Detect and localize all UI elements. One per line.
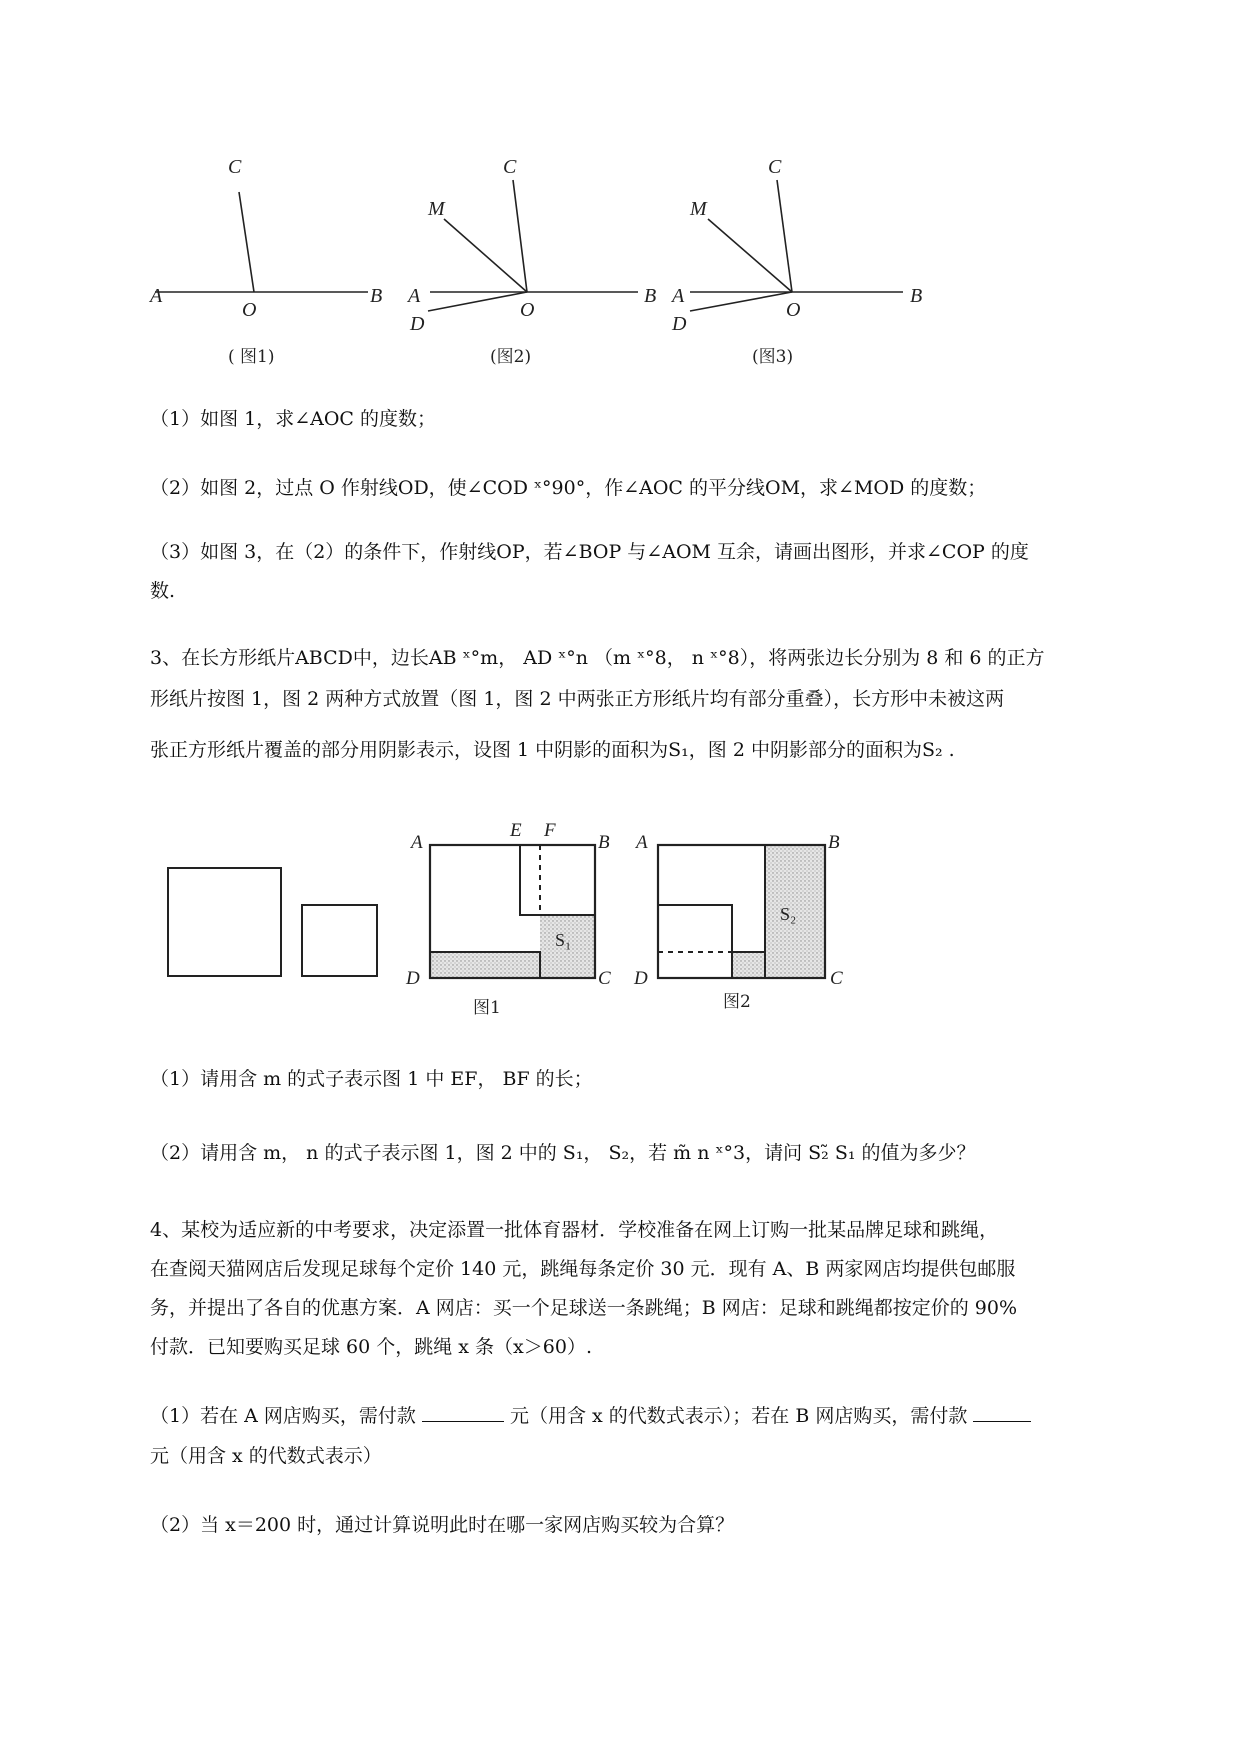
rect2-label-b: B [828, 832, 840, 853]
fig3-label-d: D [672, 313, 687, 335]
square-6 [302, 905, 377, 976]
fig2-label-m: M [428, 198, 445, 220]
rect2-label-a: A [636, 832, 648, 853]
fig2-label-a: A [408, 285, 421, 307]
q2-part3-line2: 数. [150, 580, 176, 602]
q4-part1-line1 [150, 1403, 1031, 1429]
fig3-label-m: M [690, 198, 707, 220]
rect-figure-1 [430, 845, 595, 978]
q4-intro-line1: 4、某校为适应新的中考要求，决定添置一批体育器材．学校准备在网上订购一批某品牌足球和跳绳， [150, 1219, 999, 1241]
q3-part2: （2）请用含 m， n 的式子表示图 1，图 2 中的 S₁， S₂，若 m̃ n ˣ°3，请问 S₂̃ S₁ 的值为多少？ [150, 1142, 976, 1164]
rect1-label-a: A [411, 832, 423, 853]
q2-part2: （2）如图 2，过点 O 作射线OD，使∠COD ˣ°90°，作∠AOC 的平分线OM，求∠MOD 的度数； [150, 477, 987, 499]
angle-figure-3 [690, 180, 903, 311]
fig2-label-b: B [644, 285, 657, 307]
q2-part1: （1）如图 1，求∠AOC 的度数； [150, 408, 437, 430]
angle-figure-2 [428, 180, 638, 311]
rect1-label-s1: S₁ [555, 930, 572, 950]
rect2-label-c: C [830, 968, 843, 989]
fig3-label-o: O [786, 299, 801, 321]
fig3-label-a: A [672, 285, 685, 307]
answer-blank-b[interactable] [973, 1403, 1031, 1422]
q4-intro-line2: 在查阅天猫网店后发现足球每个定价 140 元，跳绳每条定价 30 元．现有 A、B 两家网店均提供包邮服 [150, 1258, 1016, 1280]
rect1-label-f: F [544, 820, 556, 841]
angle-figure-1 [155, 192, 368, 292]
fig3-label-b: B [910, 285, 923, 307]
rect1-caption: 图1 [473, 998, 501, 1018]
fig2-label-o: O [520, 299, 535, 321]
rect1-label-c: C [598, 968, 611, 989]
q3-intro-line1: 3、在长方形纸片ABCD中，边长AB ˣ°m， AD ˣ°n （m ˣ°8， n ˣ°8），将两张边长分别为 8 和 6 的正方 [150, 647, 1045, 669]
rect1-label-d: D [406, 968, 420, 989]
q3-intro-line3: 张正方形纸片覆盖的部分用阴影表示，设图 1 中阴影的面积为S₁，图 2 中阴影部分的面积为S₂ . [150, 739, 955, 761]
q4-part1-middle: 元（用含 x 的代数式表示）；若在 B 网店购买，需付款 [509, 1405, 968, 1427]
fig1-label-o: O [242, 299, 257, 321]
fig2-label-c: C [503, 156, 517, 178]
rect2-caption: 图2 [723, 992, 751, 1012]
rect2-label-d: D [634, 968, 648, 989]
rect1-label-e: E [510, 820, 522, 841]
q2-part3-line1: （3）如图 3，在（2）的条件下，作射线OP，若∠BOP 与∠AOM 互余，请画出图形，并求∠COP 的度 [150, 541, 1029, 563]
fig3-caption: (图3) [752, 347, 794, 367]
q4-part1-prefix: （1）若在 A 网店购买，需付款 [150, 1405, 416, 1427]
fig1-caption: ( 图1) [228, 347, 275, 367]
rect2-label-s2: S₂ [780, 904, 797, 924]
rect-figure-2 [658, 845, 825, 978]
q4-part2: （2）当 x＝200 时，通过计算说明此时在哪一家网店购买较为合算？ [150, 1514, 735, 1536]
fig1-label-c: C [228, 156, 242, 178]
q4-intro-line4: 付款．已知要购买足球 60 个，跳绳 x 条（x＞60）. [150, 1336, 592, 1358]
fig1-label-b: B [370, 285, 383, 307]
rectangle-figures [0, 800, 1241, 1030]
fig1-label-a: A [150, 285, 163, 307]
fig3-label-c: C [768, 156, 782, 178]
q4-intro-line3: 务，并提出了各自的优惠方案．A 网店：买一个足球送一条跳绳；B 网店：足球和跳绳都按定价的 90% [150, 1297, 1018, 1319]
answer-blank-a[interactable] [422, 1403, 504, 1422]
q4-part1-line2: 元（用含 x 的代数式表示） [150, 1445, 382, 1467]
square-8 [168, 868, 281, 976]
q3-part1: （1）请用含 m 的式子表示图 1 中 EF， BF 的长； [150, 1068, 593, 1090]
q3-intro-line2: 形纸片按图 1，图 2 两种方式放置（图 1，图 2 中两张正方形纸片均有部分重叠），长方形中未被这两 [150, 688, 1005, 710]
angle-figures [0, 0, 1241, 380]
fig2-label-d: D [410, 313, 425, 335]
rect1-label-b: B [598, 832, 610, 853]
fig2-caption: (图2) [490, 347, 532, 367]
